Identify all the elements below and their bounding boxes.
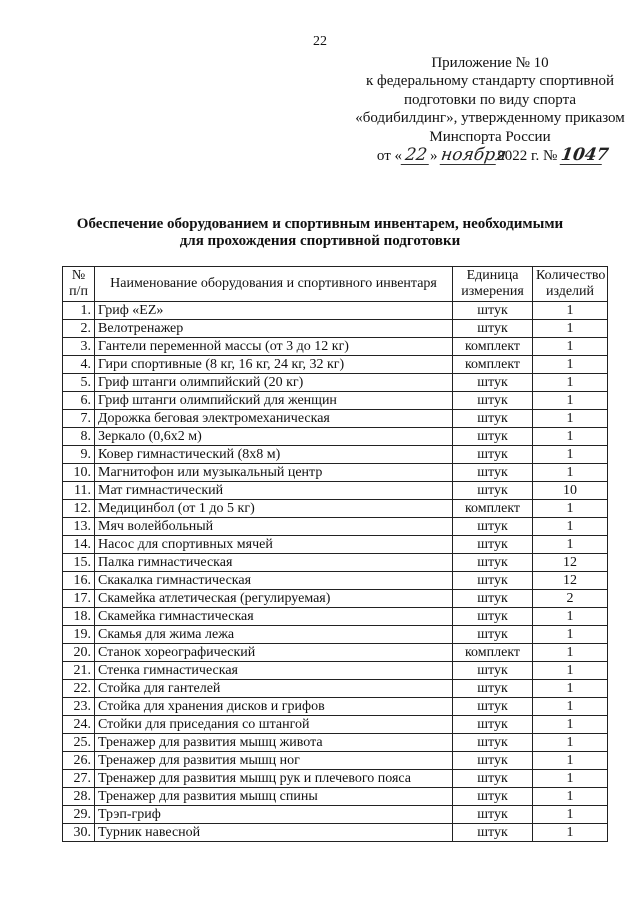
row-number: 18. — [63, 608, 95, 626]
row-name: Скамейка атлетическая (регулируемая) — [95, 590, 453, 608]
row-quantity: 10 — [533, 482, 608, 500]
row-unit: комплект — [453, 338, 533, 356]
table-row — [63, 716, 608, 734]
table-row — [63, 608, 608, 626]
row-quantity: 1 — [533, 500, 608, 518]
appendix-line: к федеральному стандарту спортивной — [365, 73, 615, 90]
row-quantity: 1 — [533, 608, 608, 626]
table-row — [63, 410, 608, 428]
row-unit: штук — [453, 536, 533, 554]
table-row — [63, 428, 608, 446]
appendix-line: «бодибилдинг», утвержденному приказом — [355, 110, 625, 127]
row-quantity: 12 — [533, 572, 608, 590]
row-number: 11. — [63, 482, 95, 500]
row-number: 9. — [63, 446, 95, 464]
date-prefix: от « — [376, 148, 403, 165]
table-row — [63, 644, 608, 662]
row-quantity: 2 — [533, 590, 608, 608]
table-row — [63, 626, 608, 644]
row-number: 8. — [63, 428, 95, 446]
table-row — [63, 356, 608, 374]
row-unit: штук — [453, 698, 533, 716]
appendix-line: Минспорта России — [429, 128, 551, 145]
header-qty: Количество изделий — [533, 267, 608, 302]
row-unit: штук — [453, 554, 533, 572]
row-name: Стойка для гантелей — [95, 680, 453, 698]
row-number: 4. — [63, 356, 95, 374]
row-quantity: 1 — [533, 536, 608, 554]
page-number: 22 — [313, 34, 327, 49]
row-quantity: 12 — [533, 554, 608, 572]
row-number: 3. — [63, 338, 95, 356]
appendix-date-line — [330, 146, 640, 165]
row-quantity: 1 — [533, 662, 608, 680]
row-quantity: 1 — [533, 734, 608, 752]
row-name: Мат гимнастический — [95, 482, 453, 500]
table-row — [63, 320, 608, 338]
row-quantity: 1 — [533, 698, 608, 716]
date-mid: » — [430, 148, 438, 165]
table-row — [63, 536, 608, 554]
row-name: Тренажер для развития мышц живота — [95, 734, 453, 752]
table-row — [63, 500, 608, 518]
table-row — [63, 662, 608, 680]
row-number: 6. — [63, 392, 95, 410]
row-name: Скакалка гимнастическая — [95, 572, 453, 590]
appendix-line: Приложение № 10 — [431, 55, 549, 71]
row-quantity: 1 — [533, 464, 608, 482]
table-body — [63, 302, 608, 842]
row-name: Мяч волейбольный — [95, 518, 453, 536]
row-name: Тренажер для развития мышц рук и плечевого пояса — [95, 770, 453, 788]
equipment-table — [62, 266, 608, 842]
row-name: Гриф штанги олимпийский для женщин — [95, 392, 453, 410]
row-number: 12. — [63, 500, 95, 518]
row-number: 13. — [63, 518, 95, 536]
table-row — [63, 590, 608, 608]
header-num: № п/п — [63, 267, 95, 302]
table-row — [63, 788, 608, 806]
row-unit: штук — [453, 662, 533, 680]
row-unit: комплект — [453, 644, 533, 662]
handwritten-day: 22 — [401, 146, 432, 165]
header-unit: Единица измерения — [453, 267, 533, 302]
row-name: Скамейка гимнастическая — [95, 608, 453, 626]
row-name: Гири спортивные (8 кг, 16 кг, 24 кг, 32 кг) — [95, 356, 453, 374]
row-name: Велотренажер — [95, 320, 453, 338]
table-row — [63, 482, 608, 500]
row-unit: штук — [453, 374, 533, 392]
table-row — [63, 392, 608, 410]
row-quantity: 1 — [533, 770, 608, 788]
row-number: 19. — [63, 626, 95, 644]
row-name: Трэп-гриф — [95, 806, 453, 824]
row-number: 26. — [63, 752, 95, 770]
date-suffix: 2022 г. № — [497, 148, 558, 165]
row-quantity: 1 — [533, 806, 608, 824]
row-name: Тренажер для развития мышц спины — [95, 788, 453, 806]
row-unit: штук — [453, 608, 533, 626]
table-row — [63, 572, 608, 590]
row-name: Медицинбол (от 1 до 5 кг) — [95, 500, 453, 518]
table-row — [63, 698, 608, 716]
row-quantity: 1 — [533, 356, 608, 374]
table-row — [63, 518, 608, 536]
row-number: 7. — [63, 410, 95, 428]
row-unit: штук — [453, 824, 533, 842]
title-line: для прохождения спортивной подготовки — [179, 233, 461, 249]
table-row — [63, 464, 608, 482]
row-name: Скамья для жима лежа — [95, 626, 453, 644]
table-row — [63, 806, 608, 824]
row-quantity: 1 — [533, 302, 608, 320]
row-quantity: 1 — [533, 374, 608, 392]
header-name: Наименование оборудования и спортивного инвентаря — [95, 267, 453, 302]
row-quantity: 1 — [533, 644, 608, 662]
row-name: Зеркало (0,6х2 м) — [95, 428, 453, 446]
table-row — [63, 824, 608, 842]
row-name: Стенка гимнастическая — [95, 662, 453, 680]
row-name: Гриф штанги олимпийский (20 кг) — [95, 374, 453, 392]
table-row — [63, 752, 608, 770]
row-number: 15. — [63, 554, 95, 572]
row-number: 21. — [63, 662, 95, 680]
row-unit: штук — [453, 770, 533, 788]
document-title — [40, 216, 600, 250]
table-row — [63, 446, 608, 464]
row-unit: штук — [453, 716, 533, 734]
handwritten-month: ноября — [439, 145, 508, 166]
row-name: Палка гимнастическая — [95, 554, 453, 572]
row-unit: штук — [453, 482, 533, 500]
row-quantity: 1 — [533, 788, 608, 806]
row-quantity: 1 — [533, 680, 608, 698]
row-name: Насос для спортивных мячей — [95, 536, 453, 554]
table-row — [63, 554, 608, 572]
row-number: 23. — [63, 698, 95, 716]
row-number: 24. — [63, 716, 95, 734]
row-unit: штук — [453, 752, 533, 770]
row-unit: комплект — [453, 356, 533, 374]
row-unit: штук — [453, 518, 533, 536]
table-header-row — [63, 267, 608, 302]
row-number: 22. — [63, 680, 95, 698]
row-unit: штук — [453, 806, 533, 824]
row-unit: штук — [453, 302, 533, 320]
row-number: 10. — [63, 464, 95, 482]
row-name: Турник навесной — [95, 824, 453, 842]
row-number: 27. — [63, 770, 95, 788]
row-quantity: 1 — [533, 716, 608, 734]
row-quantity: 1 — [533, 320, 608, 338]
row-number: 5. — [63, 374, 95, 392]
table-row — [63, 374, 608, 392]
row-number: 25. — [63, 734, 95, 752]
row-unit: штук — [453, 788, 533, 806]
row-number: 30. — [63, 824, 95, 842]
row-quantity: 1 — [533, 338, 608, 356]
row-quantity: 1 — [533, 392, 608, 410]
row-unit: штук — [453, 590, 533, 608]
row-unit: штук — [453, 572, 533, 590]
row-name: Стойки для приседания со штангой — [95, 716, 453, 734]
table-row — [63, 302, 608, 320]
row-quantity: 1 — [533, 824, 608, 842]
row-quantity: 1 — [533, 446, 608, 464]
table-row — [63, 734, 608, 752]
row-number: 14. — [63, 536, 95, 554]
handwritten-order-number: 1047 — [559, 145, 610, 166]
row-quantity: 1 — [533, 410, 608, 428]
table-row — [63, 680, 608, 698]
appendix-line: подготовки по виду спорта — [404, 91, 576, 108]
row-name: Магнитофон или музыкальный центр — [95, 464, 453, 482]
row-quantity: 1 — [533, 518, 608, 536]
row-name: Дорожка беговая электромеханическая — [95, 410, 453, 428]
row-name: Гриф «EZ» — [95, 302, 453, 320]
row-number: 29. — [63, 806, 95, 824]
row-unit: штук — [453, 626, 533, 644]
appendix-header — [330, 54, 640, 165]
row-quantity: 1 — [533, 428, 608, 446]
row-unit: штук — [453, 734, 533, 752]
row-number: 20. — [63, 644, 95, 662]
row-unit: штук — [453, 464, 533, 482]
row-unit: штук — [453, 446, 533, 464]
row-quantity: 1 — [533, 626, 608, 644]
row-name: Гантели переменной массы (от 3 до 12 кг) — [95, 338, 453, 356]
row-unit: штук — [453, 428, 533, 446]
row-number: 2. — [63, 320, 95, 338]
row-number: 16. — [63, 572, 95, 590]
row-name: Ковер гимнастический (8х8 м) — [95, 446, 453, 464]
row-number: 1. — [63, 302, 95, 320]
title-line: Обеспечение оборудованием и спортивным инвентарем, необходимыми — [76, 216, 564, 232]
row-unit: штук — [453, 392, 533, 410]
row-name: Станок хореографический — [95, 644, 453, 662]
table-row — [63, 338, 608, 356]
row-name: Стойка для хранения дисков и грифов — [95, 698, 453, 716]
row-unit: штук — [453, 320, 533, 338]
row-quantity: 1 — [533, 752, 608, 770]
row-unit: комплект — [453, 500, 533, 518]
row-number: 17. — [63, 590, 95, 608]
table-row — [63, 770, 608, 788]
row-unit: штук — [453, 410, 533, 428]
row-name: Тренажер для развития мышц ног — [95, 752, 453, 770]
row-unit: штук — [453, 680, 533, 698]
row-number: 28. — [63, 788, 95, 806]
